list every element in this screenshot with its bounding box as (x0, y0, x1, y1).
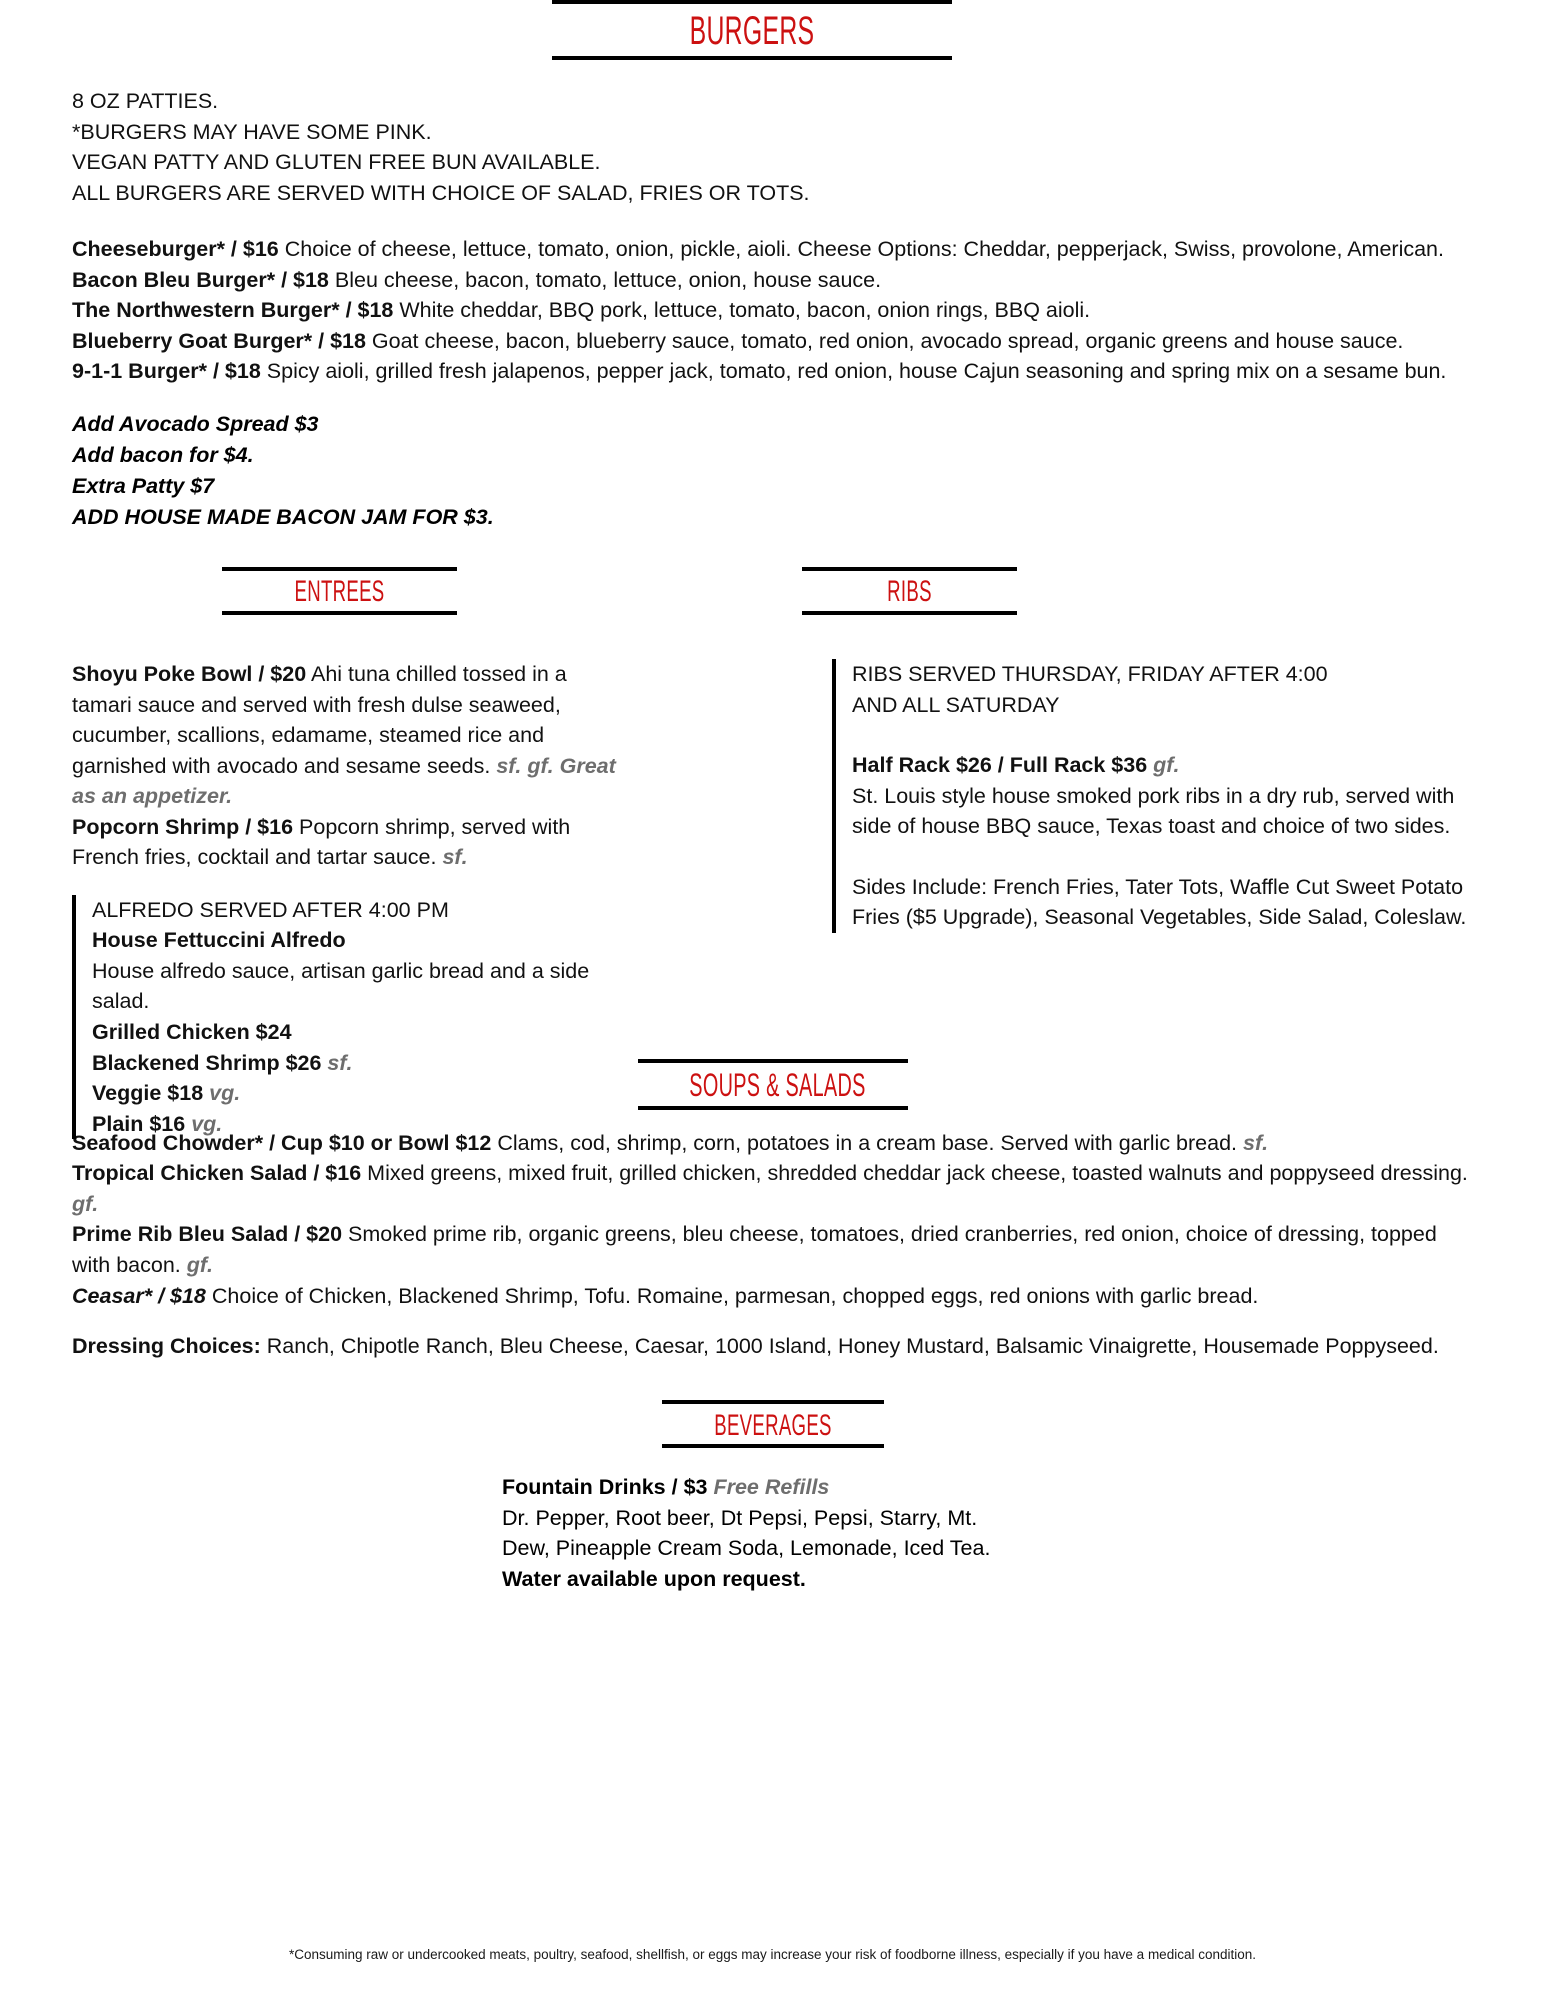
beverage-list-line: Dr. Pepper, Root beer, Dt Pepsi, Pepsi, Starry, Mt. (502, 1505, 978, 1530)
dietary-tag: vg. (209, 1081, 241, 1106)
alfredo-option-name: Grilled Chicken $24 (92, 1020, 292, 1044)
menu-item-desc: Choice of cheese, lettuce, tomato, onion, pickle, aioli. Cheese Options: Cheddar, pepperjack, Swiss, provolone, American. (284, 237, 1444, 262)
section-title-soups-salads: SOUPS & SALADS (688, 1067, 866, 1104)
ribs-desc: St. Louis style house smoked pork ribs in a dry rub, served with side of house BBQ sauce, Texas toast and choice of two sides. (852, 783, 1455, 839)
menu-item (72, 326, 1473, 357)
menu-item (72, 265, 1473, 296)
alfredo-option-name: Plain $16 (92, 1111, 186, 1136)
menu-item-desc: Ahi tuna chilled tossed in a tamari sauce and served with fresh dulse seaweed, cucumber, scallions, edamame, steamed rice and garnished with avocado and sesame seeds. (72, 662, 567, 778)
burgers-intro-line: 8 OZ PATTIES. (72, 89, 219, 113)
fountain-drinks-name: Fountain Drinks / $3 (502, 1475, 708, 1500)
addon-line: Add Avocado Spread $3 (72, 411, 319, 436)
ribs-note-line: AND ALL SATURDAY (852, 692, 1060, 717)
ribs-price-row (852, 750, 1492, 781)
burgers-item-list (72, 234, 1473, 387)
rule-bottom (638, 1106, 908, 1110)
section-title-ribs: RIBS (887, 575, 932, 609)
spacer (852, 842, 1492, 872)
alfredo-option (92, 1048, 632, 1079)
section-header-burgers (552, 0, 952, 60)
section-header-entrees (222, 567, 457, 615)
dietary-tag: sf. (1243, 1130, 1269, 1155)
menu-item-desc: Popcorn shrimp, served with French fries, cocktail and tartar sauce. (72, 814, 571, 870)
menu-item (72, 356, 1473, 387)
dressing-list: Ranch, Chipotle Ranch, Bleu Cheese, Caesar, 1000 Island, Honey Mustard, Balsamic Vinaigrette, Housemade Poppyseed. (266, 1334, 1439, 1359)
burgers-intro-line: VEGAN PATTY AND GLUTEN FREE BUN AVAILABLE. (72, 150, 601, 175)
menu-item-name: Seafood Chowder* / Cup $10 or Bowl $12 (72, 1130, 492, 1155)
dietary-tag: sf. gf. Great as an appetizer. (72, 753, 616, 809)
rule-bottom (662, 1444, 884, 1448)
dressing-choices (72, 1331, 1473, 1362)
alfredo-option (92, 1109, 632, 1140)
alfredo-name: House Fettuccini Alfredo (92, 928, 346, 953)
burgers-addons (72, 409, 1473, 534)
section-title-burgers: BURGERS (689, 9, 815, 53)
menu-item (72, 812, 632, 873)
alfredo-block (72, 895, 632, 1139)
menu-item-desc: Smoked prime rib, organic greens, bleu cheese, tomatoes, dried cranberries, red onion, choice of dressing, topped with bacon. (72, 1222, 1437, 1277)
water-note: Water available upon request. (502, 1566, 806, 1591)
menu-item-name: Cheeseburger* / $16 (72, 237, 279, 262)
dietary-tag: gf. (186, 1252, 214, 1277)
menu-item-desc: Mixed greens, mixed fruit, grilled chicken, shredded cheddar jack cheese, toasted walnuts and poppyseed dressing. (367, 1161, 1468, 1186)
alfredo-option-name: Veggie $18 (92, 1081, 204, 1106)
burgers-intro-line: *BURGERS MAY HAVE SOME PINK. (72, 119, 432, 144)
burgers-intro (72, 86, 1473, 208)
footer-disclaimer: *Consuming raw or undercooked meats, poultry, seafood, shellfish, or eggs may increase your risk of foodborne illness, especially if you have a medical condition. (289, 1947, 1256, 1962)
menu-item-desc: Bleu cheese, bacon, tomato, lettuce, onion, house sauce. (334, 267, 882, 292)
menu-item (72, 1158, 1473, 1219)
beverages-body (72, 1472, 1473, 1594)
rule-bottom (222, 611, 457, 615)
section-title-entrees: ENTREES (294, 575, 385, 609)
menu-item-name: Bacon Bleu Burger* / $18 (72, 267, 329, 292)
menu-item (72, 295, 1473, 326)
menu-item-desc: Spicy aioli, grilled fresh jalapenos, pepper jack, tomato, red onion, house Cajun seasoning and spring mix on a sesame bun. (266, 359, 1447, 384)
ribs-column (832, 659, 1492, 933)
menu-item (72, 1281, 1473, 1312)
soups-item-list (72, 1128, 1473, 1311)
dietary-tag: gf. (72, 1191, 99, 1216)
dietary-tag: sf. (442, 845, 468, 870)
addon-line: ADD HOUSE MADE BACON JAM FOR $3. (72, 505, 494, 530)
section-header-beverages (662, 1400, 884, 1449)
fountain-drinks-row (502, 1472, 1473, 1503)
alfredo-option-name: Blackened Shrimp $26 (92, 1050, 322, 1075)
menu-item-name: Tropical Chicken Salad / $16 (72, 1161, 362, 1186)
menu-item-name: Ceasar* / $18 (72, 1283, 206, 1308)
ribs-price: Half Rack $26 / Full Rack $36 (852, 753, 1148, 778)
addon-line: Extra Patty $7 (72, 473, 215, 498)
rule-bottom (802, 611, 1017, 615)
entrees-column (72, 659, 632, 1139)
alfredo-note: ALFREDO SERVED AFTER 4:00 PM (92, 897, 449, 922)
spacer (852, 720, 1492, 750)
spacer (72, 873, 632, 895)
addon-line: Add bacon for $4. (72, 442, 254, 467)
alfredo-desc: House alfredo sauce, artisan garlic bread and a side salad. (92, 958, 590, 1014)
menu-item-name: Prime Rib Bleu Salad / $20 (72, 1222, 343, 1247)
menu-item-desc: Clams, cod, shrimp, corn, potatoes in a cream base. Served with garlic bread. (497, 1130, 1238, 1155)
menu-item-desc: Choice of Chicken, Blackened Shrimp, Tofu. Romaine, parmesan, chopped eggs, red onions with garlic bread. (211, 1283, 1259, 1308)
section-title-beverages: BEVERAGES (713, 1408, 832, 1442)
section-header-soups-salads (638, 1059, 908, 1110)
menu-item (72, 659, 632, 812)
menu-item-name: Popcorn Shrimp / $16 (72, 814, 294, 839)
ribs-block (832, 659, 1492, 933)
alfredo-option (92, 1017, 632, 1048)
menu-item-name: 9-1-1 Burger* / $18 (72, 359, 261, 384)
menu-item-name: Blueberry Goat Burger* / $18 (72, 328, 366, 353)
burgers-intro-line: ALL BURGERS ARE SERVED WITH CHOICE OF SALAD, FRIES OR TOTS. (72, 180, 810, 205)
ribs-note-line: RIBS SERVED THURSDAY, FRIDAY AFTER 4:00 (852, 662, 1328, 687)
menu-item (72, 1219, 1473, 1280)
ribs-sides: Sides Include: French Fries, Tater Tots, Waffle Cut Sweet Potato Fries ($5 Upgrade), Seasonal Vegetables, Side Salad, Coleslaw. (852, 874, 1467, 930)
alfredo-option (92, 1078, 632, 1109)
beverage-list-line: Dew, Pineapple Cream Soda, Lemonade, Iced Tea. (502, 1536, 991, 1561)
menu-item-name: Shoyu Poke Bowl / $20 (72, 662, 307, 687)
dietary-tag: sf. (327, 1050, 353, 1075)
dressing-label: Dressing Choices: (72, 1334, 261, 1359)
menu-item (72, 234, 1473, 265)
dietary-tag: vg. (191, 1111, 223, 1136)
section-header-ribs (802, 567, 1017, 615)
menu-item-desc: Goat cheese, bacon, blueberry sauce, tomato, red onion, avocado spread, organic greens and house sauce. (371, 328, 1404, 353)
rule-bottom (552, 56, 952, 60)
menu-item-desc: White cheddar, BBQ pork, lettuce, tomato, bacon, onion rings, BBQ aioli. (399, 298, 1091, 323)
menu-item-name: The Northwestern Burger* / $18 (72, 298, 394, 323)
dietary-tag: gf. (1153, 753, 1180, 778)
free-refills-tag: Free Refills (713, 1475, 830, 1500)
